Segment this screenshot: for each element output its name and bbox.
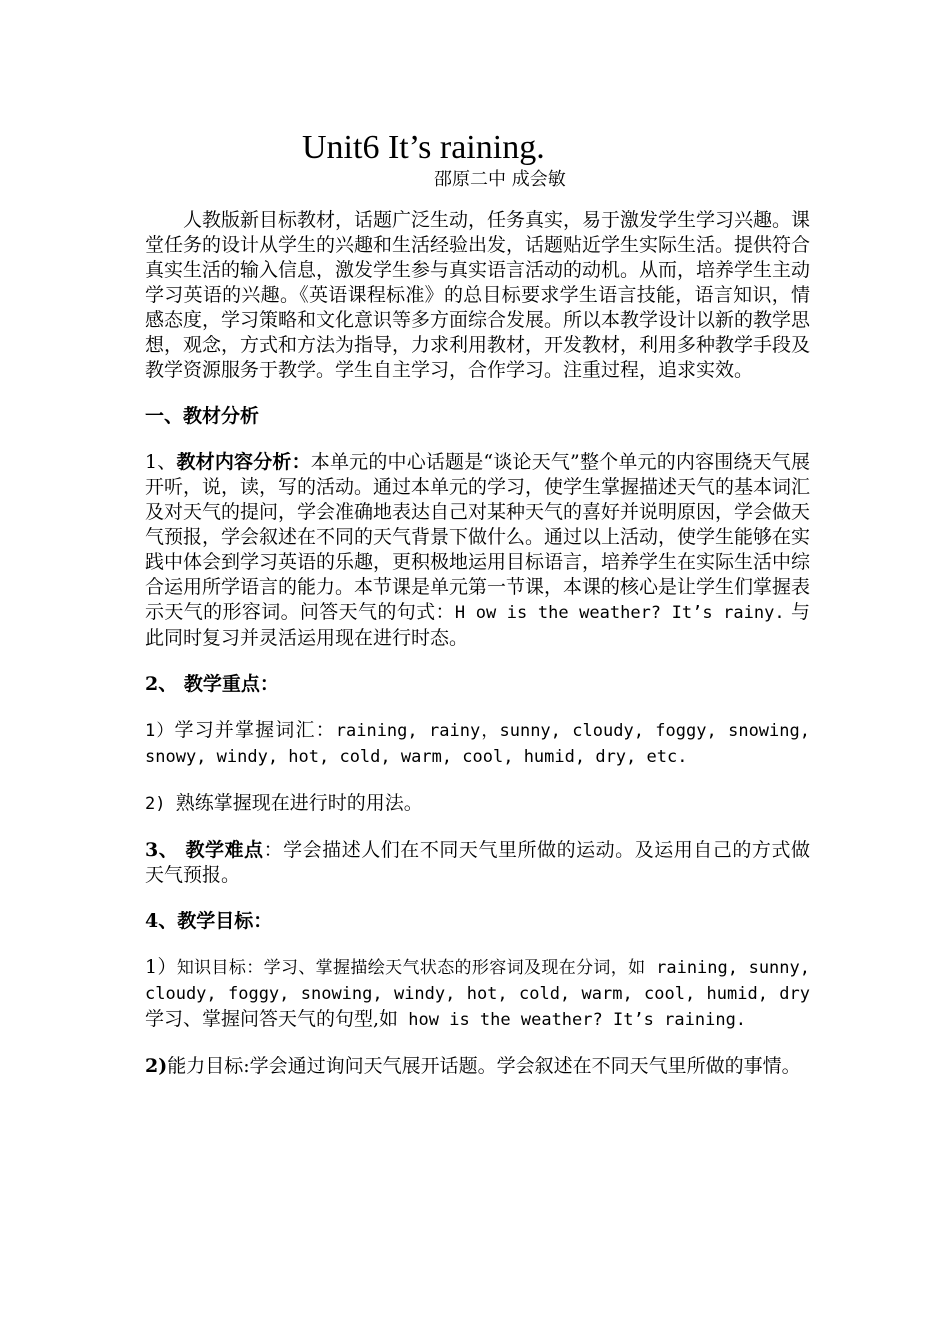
item-number: 1） bbox=[145, 721, 175, 741]
item-text: 学习、掌握问答天气的句型,如 bbox=[145, 1008, 399, 1030]
difficulty-paragraph bbox=[145, 838, 810, 888]
item-text: 知识目标：学习、掌握描绘天气状态的形容词及现在分词，如 bbox=[176, 958, 646, 978]
section-heading-1: 一、教材分析 bbox=[145, 405, 260, 427]
item-text: 与此同时复习并灵活运用现在进行时态。 bbox=[145, 601, 810, 649]
document-title: Unit6 It’s raining. bbox=[302, 129, 545, 166]
intro-paragraph: 人教版新目标教材，话题广泛生动，任务真实，易于激发学生学习兴趣。课堂任务的设计从学生的兴趣和生活经验出发，话题贴近学生实际生活。提供符合真实生活的输入信息，激发学生参与真实语言活动的动机。从而，培养学生主动学习英语的兴趣。《英语课程标准》的总目标要求学生语言技能，语言知识，情感态度，学习策略和文化意识等多方面综合发展。所以本教学设计以新的教学思想，观念，方式和方法为指导，力求利用教材，开发教材，利用多种教学手段及教学资源服务于教学。学生自主学习，合作学习。注重过程，追求实效。 bbox=[145, 209, 811, 381]
item-number: 2) bbox=[145, 794, 176, 814]
item-number: 3、 bbox=[145, 839, 186, 861]
item-text: 能力目标:学会通过询问天气展开话题。学会叙述在不同天气里所做的事情。 bbox=[167, 1055, 801, 1077]
item-label: 教材内容分析： bbox=[176, 451, 311, 473]
key-points-item-1 bbox=[145, 718, 810, 770]
section-heading-4: 4、教学目标： bbox=[145, 910, 273, 932]
objectives-item-2 bbox=[145, 1054, 810, 1079]
item-text: 本单元的中心话题是“谈论天气”整个单元的内容围绕天气展开听，说，读，写的活动。通过本单元的学习，使学生掌握描述天气的基本词汇及对天气的提问，学会准确地表达自己对某种天气的喜好并说明原因，学会做天气预报，学会叙述在不同的天气背景下做什么。通过以上活动，使学生能够在实践中体会到学习英语的乐趣，更积极地运用目标语言，培养学生在实际生活中综合运用所学语言的能力。本节课是单元第一节课，本课的核心是让学生们掌握表示天气的形容词。问答天气的句式： bbox=[145, 451, 811, 623]
vocabulary-list: raining, rainy，sunny, cloudy, foggy, snowing, snowy, windy, hot, cold, warm, cool, humid, dry, etc. bbox=[145, 721, 810, 767]
objectives-item-1 bbox=[145, 955, 810, 1033]
key-points-item-2 bbox=[145, 791, 810, 817]
item-label: 教学难点 bbox=[185, 839, 264, 861]
item-number: 1） bbox=[145, 956, 177, 978]
item-text: ：学会描述人们在不同天气里所做的运动。及运用自己的方式做天气预报。 bbox=[145, 839, 810, 886]
item-text-english: H ow is the weather? It’s rainy. bbox=[454, 603, 785, 623]
content-analysis-paragraph bbox=[145, 450, 810, 651]
item-number: 1、 bbox=[145, 451, 177, 473]
item-text: 学习并掌握词汇： bbox=[174, 719, 336, 741]
author-line: 邵原二中 成会敏 bbox=[434, 169, 566, 190]
item-text-english: raining, sunny, cloudy, foggy, snowing, windy, hot, cold, warm, cool, humid, dry bbox=[145, 958, 810, 1004]
section-heading-2: 2、 教学重点： bbox=[145, 673, 279, 695]
document-page bbox=[145, 128, 810, 1100]
item-number: 2) bbox=[145, 1055, 168, 1077]
item-text-english: how is the weather? It’s raining. bbox=[398, 1010, 747, 1030]
item-text: 熟练掌握现在进行时的用法。 bbox=[175, 792, 423, 814]
